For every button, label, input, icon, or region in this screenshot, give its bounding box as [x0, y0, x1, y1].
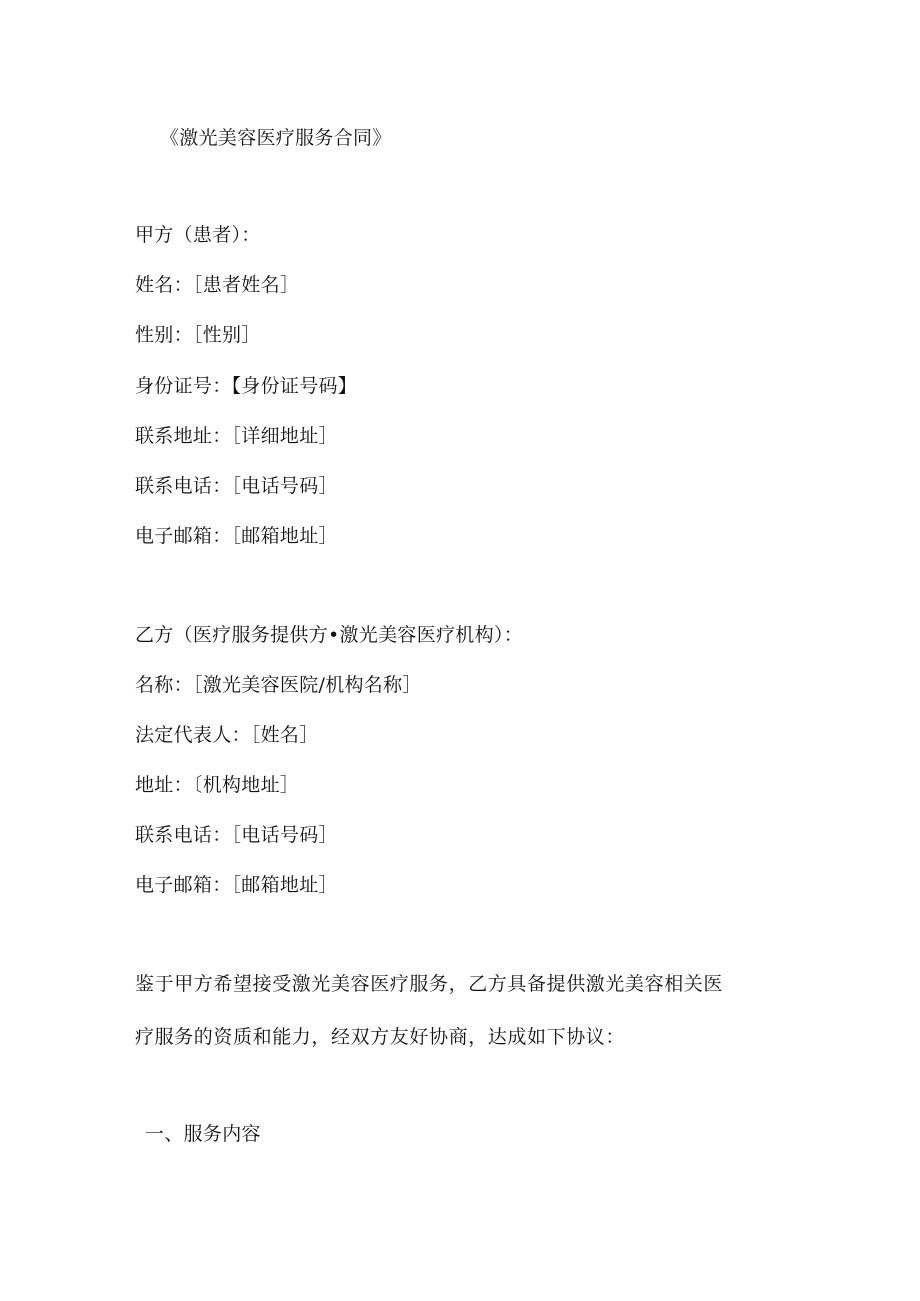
section-1-heading: 一、服务内容	[145, 1123, 261, 1145]
party-a-id-number: 身份证号：【身份证号码】	[135, 375, 358, 397]
party-b-email: 电子邮箱：［邮箱地址］	[135, 874, 338, 896]
party-b-legal-rep: 法定代表人：［姓名］	[135, 724, 319, 746]
party-a-gender: 性别：［性别］	[135, 324, 261, 346]
party-a-email: 电子邮箱：［邮箱地址］	[135, 525, 338, 547]
preamble-line-1: 鉴于甲方希望接受激光美容医疗服务，乙方具备提供激光美容相关医	[135, 973, 724, 995]
party-a-phone: 联系电话：［电话号码］	[135, 475, 338, 497]
party-b-address: 地址：〔机构地址］	[135, 774, 300, 796]
document-title: 《激光美容医疗服务合同》	[160, 127, 392, 149]
preamble-line-2: 疗服务的资质和能力，经双方友好协商，达成如下协议：	[135, 1026, 626, 1048]
party-a-heading: 甲方（患者）：	[135, 224, 261, 246]
party-b-name: 名称：［激光美容医院/机构名称］	[135, 674, 422, 696]
party-b-phone: 联系电话：［电话号码］	[135, 824, 338, 846]
party-a-name: 姓名：［患者姓名］	[135, 274, 300, 296]
party-b-heading: 乙方（医疗服务提供方•激光美容医疗机构）：	[135, 624, 524, 646]
party-a-address: 联系地址：［详细地址］	[135, 425, 338, 447]
